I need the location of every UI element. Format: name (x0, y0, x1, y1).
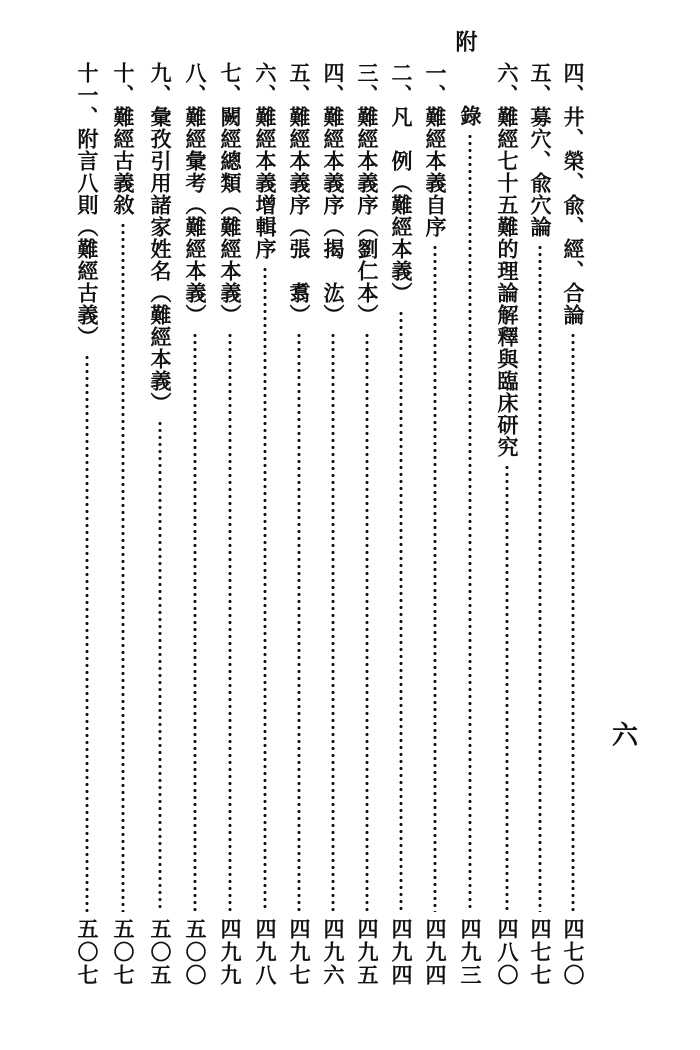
toc-page-number: 四九六 (321, 918, 346, 987)
toc-entry-title: 五、募穴、兪穴論 (528, 62, 553, 238)
toc-entry-title: 十、難經古義敘 (111, 62, 136, 216)
toc-entry (72, 62, 102, 987)
toc-entry (108, 62, 138, 987)
appendix-heading-part2: 錄 (458, 105, 483, 127)
toc-entry (420, 62, 450, 987)
toc-entry (250, 62, 280, 987)
toc-page-number: 四九八 (253, 918, 278, 987)
dot-leader (297, 332, 301, 912)
toc-entry-title: 三、難經本義序（劉仁本） (355, 62, 380, 326)
toc-entry-title: 四、難經本義序（揭 汯） (321, 62, 346, 326)
toc-page-number: 四九四 (389, 918, 414, 987)
toc-page-number: 四九四 (423, 918, 448, 987)
toc-entry-title: 五、難經本義序（張 翥） (287, 62, 312, 326)
toc-entry (386, 62, 416, 987)
toc-page-number: 五〇七 (111, 918, 136, 987)
toc-page-number: 四九三 (458, 918, 483, 987)
toc-page-number: 四七〇 (561, 918, 586, 987)
dot-leader (538, 244, 542, 912)
dot-leader (571, 332, 575, 912)
dot-leader (193, 332, 197, 912)
toc-page-number: 四九九 (218, 918, 243, 987)
toc-entry (145, 62, 175, 987)
toc-entry-title: 四、井、榮、兪、經、合論 (561, 62, 586, 326)
dot-leader (331, 332, 335, 912)
toc-entry (284, 62, 314, 987)
toc-entry (180, 62, 210, 987)
toc-entry (525, 62, 555, 987)
toc-entry-title: 八、難經彙考（難經本義） (183, 62, 208, 326)
toc-entry (558, 62, 588, 987)
toc-page-number: 五〇五 (148, 918, 173, 987)
toc-entry (455, 105, 485, 987)
toc-page-number: 四八〇 (495, 918, 520, 987)
dot-leader (468, 133, 472, 912)
dot-leader (158, 420, 162, 912)
toc-entry-title: 一、難經本義自序 (423, 62, 448, 238)
toc-page-number: 四七七 (528, 918, 553, 987)
toc-entry-title: 二、凡 例（難經本義） (389, 62, 414, 304)
toc-entry (492, 62, 522, 987)
dot-leader (263, 266, 267, 912)
toc-entry (318, 62, 348, 987)
dot-leader (365, 332, 369, 912)
toc-entry-title: 六、難經本義增輯序 (253, 62, 278, 260)
toc-entry-title: 十一、附言八則（難經古義） (75, 62, 100, 348)
dot-leader (433, 244, 437, 912)
dot-leader (228, 332, 232, 912)
toc-entry-title: 九、彙孜引用諸家姓名（難經本義） (148, 62, 173, 414)
appendix-heading: 附 (452, 30, 478, 52)
toc-page-number: 五〇〇 (183, 918, 208, 987)
dot-leader (121, 222, 125, 912)
toc-page-number: 五〇七 (75, 918, 100, 987)
dot-leader (399, 310, 403, 912)
toc-entry (215, 62, 245, 987)
dot-leader (85, 354, 89, 912)
toc-page-number: 四九七 (287, 918, 312, 987)
folio-page-number: 六 (612, 721, 639, 751)
toc-page-number: 四九五 (355, 918, 380, 987)
toc-entry (352, 62, 382, 987)
dot-leader (505, 464, 509, 912)
toc-entry-title: 七、闕經總類（難經本義） (218, 62, 243, 326)
toc-entry-title: 六、難經七十五難的理論解釋與臨床研究 (495, 62, 520, 458)
